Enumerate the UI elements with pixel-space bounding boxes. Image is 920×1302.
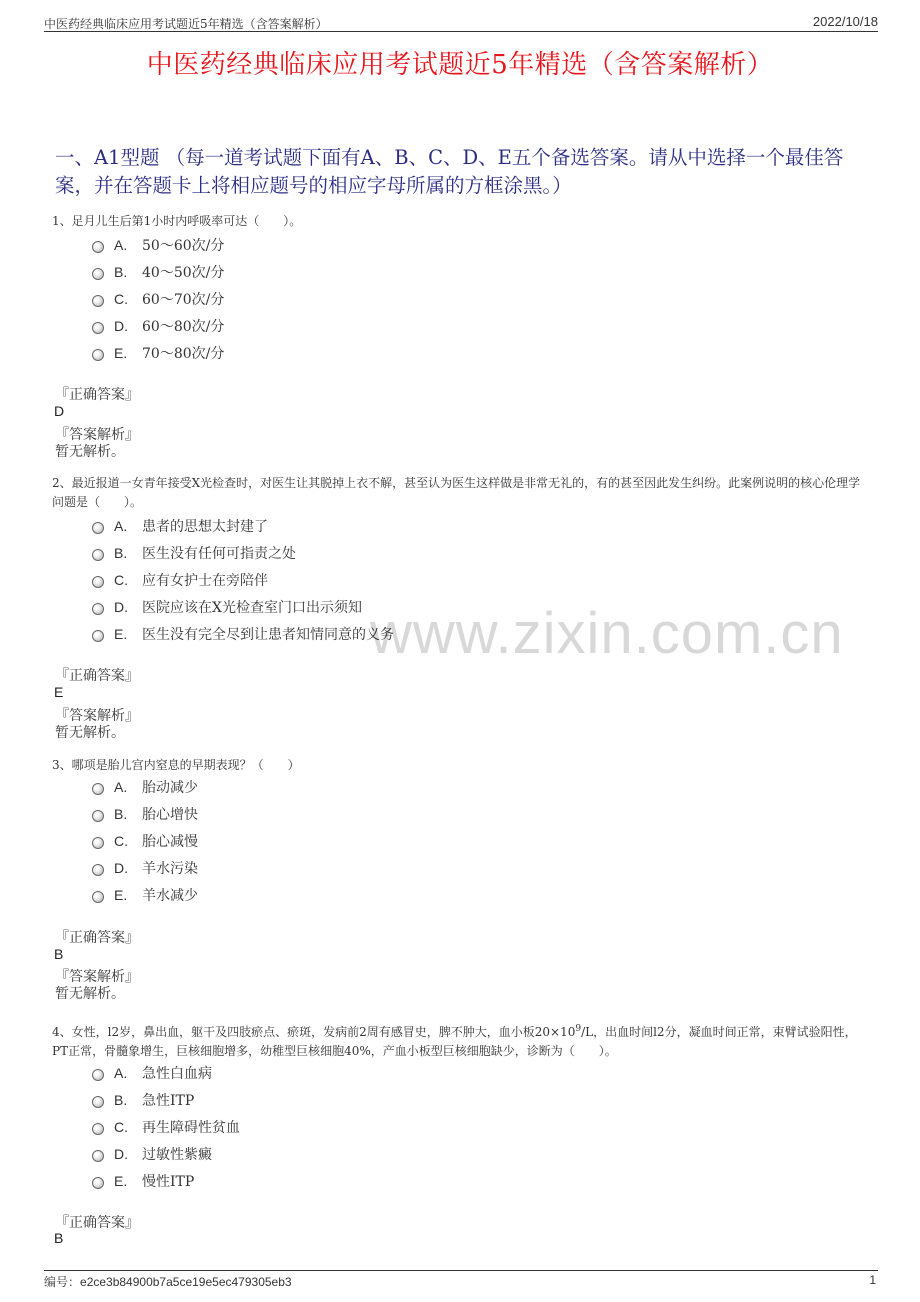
option-e[interactable] — [92, 343, 224, 363]
option-e[interactable] — [92, 885, 198, 905]
option-letter: D. — [114, 1146, 128, 1162]
radio-icon[interactable] — [92, 630, 104, 642]
radio-icon[interactable] — [92, 268, 104, 280]
question-stem: 1、足月儿生后第1小时内呼吸率可达（ ）。 — [52, 214, 302, 228]
analysis-label: 『答案解析』 — [55, 427, 139, 443]
option-e[interactable] — [92, 1171, 194, 1191]
radio-icon[interactable] — [92, 891, 104, 903]
superscript-exponent: 9 — [575, 1024, 582, 1034]
option-b[interactable] — [92, 804, 198, 824]
option-e[interactable] — [92, 624, 394, 644]
option-letter: C. — [114, 291, 128, 307]
option-letter: A. — [114, 237, 128, 253]
option-letter: D. — [114, 318, 128, 334]
footer-id — [44, 1273, 292, 1290]
option-d[interactable] — [92, 316, 224, 336]
option-letter: E. — [114, 1173, 128, 1189]
option-b[interactable] — [92, 543, 296, 563]
correct-answer-label: 『正确答案』 — [55, 387, 139, 403]
radio-icon[interactable] — [92, 810, 104, 822]
option-text: 急性ITP — [142, 1093, 195, 1109]
page-number: 1 — [869, 1273, 876, 1287]
option-c[interactable] — [92, 289, 224, 309]
option-text: 医生没有完全尽到让患者知情同意的义务 — [142, 627, 394, 643]
radio-icon[interactable] — [92, 1150, 104, 1162]
radio-icon[interactable] — [92, 864, 104, 876]
option-a[interactable] — [92, 516, 268, 536]
option-text: 羊水污染 — [142, 861, 198, 877]
option-text: 40～50次/分 — [142, 265, 225, 281]
option-letter: C. — [114, 572, 128, 588]
option-text: 胎动减少 — [142, 780, 198, 796]
option-text: 60～70次/分 — [142, 292, 225, 308]
question-stem-part: /L，出血时间l2分，凝血时间正常，束臂试验阳性，PT正常，骨髓象增生，巨核细胞增多，幼稚型巨核细胞40%，产血小板型巨核细胞缺少，诊断为（ ）。 — [52, 1025, 857, 1058]
option-letter: A. — [114, 518, 128, 534]
question-stem — [52, 1020, 872, 1061]
radio-icon[interactable] — [92, 1177, 104, 1189]
radio-icon[interactable] — [92, 576, 104, 588]
option-text: 再生障碍性贫血 — [142, 1120, 240, 1136]
radio-icon[interactable] — [92, 1069, 104, 1081]
option-letter: B. — [114, 264, 128, 280]
option-letter: B. — [114, 1092, 128, 1108]
correct-answer-value: D — [54, 403, 65, 419]
option-letter: D. — [114, 599, 128, 615]
analysis-text: 暂无解析。 — [55, 725, 125, 741]
radio-icon[interactable] — [92, 322, 104, 334]
page-title: 中医药经典临床应用考试题近5年精选（含答案解析） — [146, 50, 774, 80]
analysis-label: 『答案解析』 — [55, 969, 139, 985]
option-letter: A. — [114, 1065, 128, 1081]
option-letter: D. — [114, 860, 128, 876]
option-text: 胎心增快 — [142, 807, 198, 823]
question-stem: 2、最近报道一女青年接受X光检查时，对医生让其脱掉上衣不解，甚至认为医生这样做是非常无礼的，有的甚至因此发生纠纷。此案例说明的核心伦理学问题是（ ）。 — [52, 476, 861, 509]
option-a[interactable] — [92, 1063, 212, 1083]
option-text: 医生没有任何可指责之处 — [142, 546, 296, 562]
option-letter: E. — [114, 626, 128, 642]
radio-icon[interactable] — [92, 783, 104, 795]
option-letter: C. — [114, 833, 128, 849]
option-letter: B. — [114, 806, 128, 822]
analysis-text: 暂无解析。 — [55, 986, 125, 1002]
option-b[interactable] — [92, 1090, 194, 1110]
header-doc-title: 中医药经典临床应用考试题近5年精选（含答案解析） — [44, 17, 328, 31]
option-text: 急性白血病 — [142, 1066, 212, 1082]
option-letter: E. — [114, 887, 128, 903]
option-text: 患者的思想太封建了 — [142, 519, 268, 535]
option-letter: A. — [114, 779, 128, 795]
header-date: 2022/10/18 — [812, 14, 878, 29]
analysis-text: 暂无解析。 — [55, 444, 125, 460]
option-letter: B. — [114, 545, 128, 561]
option-text: 应有女护士在旁陪伴 — [142, 573, 268, 589]
analysis-label: 『答案解析』 — [55, 708, 139, 724]
option-c[interactable] — [92, 570, 268, 590]
question-stem: 3、哪项是胎儿宫内窒息的早期表现？（ ） — [52, 758, 300, 772]
page-footer — [44, 1270, 878, 1291]
option-letter: E. — [114, 345, 128, 361]
option-letter: C. — [114, 1119, 128, 1135]
radio-icon[interactable] — [92, 241, 104, 253]
radio-icon[interactable] — [92, 349, 104, 361]
radio-icon[interactable] — [92, 1096, 104, 1108]
radio-icon[interactable] — [92, 837, 104, 849]
option-text: 胎心减慢 — [142, 834, 198, 850]
option-d[interactable] — [92, 1144, 212, 1164]
option-text: 医院应该在X光检查室门口出示须知 — [142, 600, 362, 616]
radio-icon[interactable] — [92, 1123, 104, 1135]
radio-icon[interactable] — [92, 603, 104, 615]
watermark: www.zixin.com.cn — [370, 601, 844, 666]
correct-answer-value: B — [54, 946, 64, 962]
radio-icon[interactable] — [92, 295, 104, 307]
section-heading: 一、A1型题 （每一道考试题下面有A、B、C、D、E五个备选答案。请从中选择一个最佳答案，并在答题卡上将相应题号的相应字母所属的方框涂黑。） — [55, 146, 844, 197]
correct-answer-label: 『正确答案』 — [55, 668, 139, 684]
option-a[interactable] — [92, 777, 198, 797]
option-d[interactable] — [92, 858, 198, 878]
page-header — [44, 14, 878, 32]
option-text: 慢性ITP — [142, 1174, 195, 1190]
option-b[interactable] — [92, 262, 224, 282]
option-c[interactable] — [92, 1117, 240, 1137]
option-text: 羊水减少 — [142, 888, 198, 904]
option-text: 50～60次/分 — [142, 238, 225, 254]
option-text: 过敏性紫癜 — [142, 1147, 212, 1163]
footer-id-value: e2ce3b84900b7a5ce19e5ec479305eb3 — [80, 1275, 292, 1289]
correct-answer-label: 『正确答案』 — [55, 1215, 139, 1231]
option-c[interactable] — [92, 831, 198, 851]
correct-answer-label: 『正确答案』 — [55, 930, 139, 946]
option-d[interactable] — [92, 597, 362, 617]
option-text: 70～80次/分 — [142, 346, 225, 362]
footer-id-label: 编号： — [44, 1275, 81, 1289]
radio-icon[interactable] — [92, 522, 104, 534]
correct-answer-value: B — [54, 1230, 64, 1246]
radio-icon[interactable] — [92, 549, 104, 561]
question-stem-part: 4、女性，l2岁，鼻出血，躯干及四肢瘀点、瘀斑，发病前2周有感冒史，脾不肿大，血小板20×10 — [52, 1025, 576, 1039]
option-text: 60～80次/分 — [142, 319, 225, 335]
option-a[interactable] — [92, 235, 224, 255]
correct-answer-value: E — [54, 684, 64, 700]
